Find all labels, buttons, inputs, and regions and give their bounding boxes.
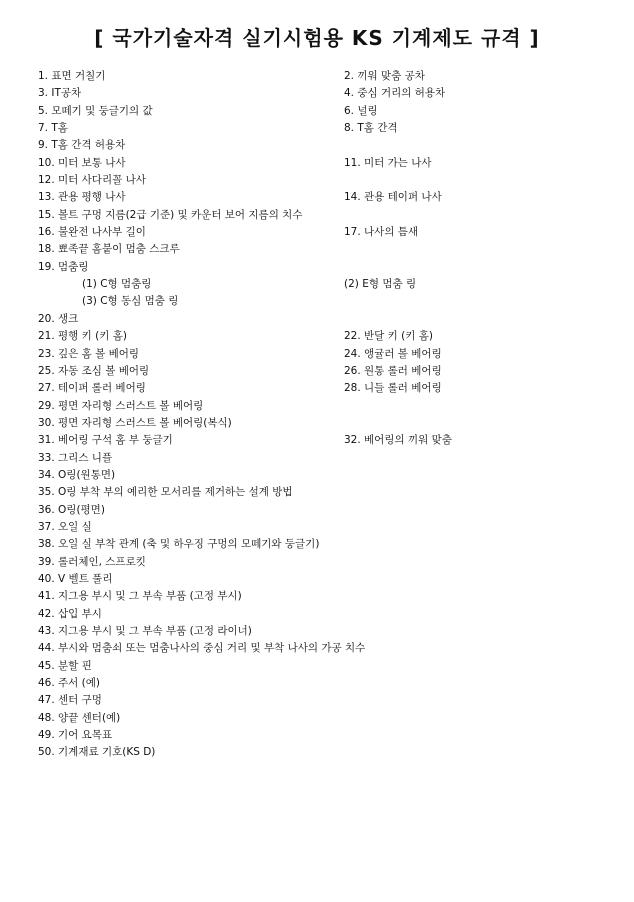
toc-item: 3. IT공차 [38,87,82,100]
toc-row [0,415,634,432]
toc-item: 26. 원통 롤러 베어링 [344,364,442,377]
toc-item: 11. 미터 가는 나사 [344,156,432,169]
toc-item: 44. 부시와 멈춤쇠 또는 멈춤나사의 중심 거리 및 부착 나사의 가공 치수 [38,642,366,655]
toc-row [0,293,634,310]
toc-row [0,571,634,588]
toc-row [0,623,634,640]
toc-row [0,536,634,553]
toc-item: 16. 불완전 나사부 길이 [38,226,146,239]
document-title: [ 국가기술자격 실기시험용 KS 기계제도 규격 ] [94,26,540,50]
toc-item: 41. 지그용 부시 및 그 부속 부품 (고정 부시) [38,590,242,603]
toc-item: 33. 그리스 니플 [38,451,113,464]
toc-row [0,658,634,675]
toc-row [0,276,634,293]
toc-item: 50. 기계재료 기호(KS D) [38,746,156,759]
toc-list [0,68,634,762]
toc-row [0,311,634,328]
toc-row [0,137,634,154]
toc-item: (2) E형 멈춤 링 [344,278,417,291]
toc-row [0,606,634,623]
toc-item: 46. 주서 (예) [38,677,100,690]
toc-item: 2. 끼워 맞춤 공차 [344,70,425,82]
toc-row [0,259,634,276]
toc-row [0,502,634,519]
toc-item: 48. 양끝 센터(예) [38,711,121,724]
toc-row [0,519,634,536]
toc-item: 23. 깊은 홈 볼 베어링 [38,347,140,360]
toc-item: 6. 널링 [344,104,378,117]
toc-item: 32. 베어링의 끼워 맞춤 [344,434,452,447]
toc-subitem: (3) C형 동심 멈춤 링 [82,295,179,308]
toc-item: 15. 볼트 구멍 지름(2급 기준) 및 카운터 보어 지름의 치수 [38,208,303,221]
toc-item: 9. T홈 간격 허용차 [38,139,126,152]
toc-item: 7. T홈 [38,122,68,135]
toc-item: 29. 평면 자리형 스러스트 볼 베어링 [38,399,204,412]
toc-item: 5. 모떼기 및 둥글기의 값 [38,104,153,117]
toc-item: 47. 센터 구멍 [38,694,102,707]
toc-row [0,172,634,189]
toc-row [0,484,634,501]
toc-item: 18. 뾰족끝 홈붙이 멈춤 스크루 [38,243,180,256]
toc-row [0,189,634,206]
toc-item: 24. 앵귤러 볼 베어링 [344,347,442,360]
toc-row [0,224,634,241]
toc-item: 42. 삽입 부시 [38,607,102,620]
toc-row [0,692,634,709]
toc-row [0,450,634,467]
toc-row [0,727,634,744]
toc-row [0,380,634,397]
toc-row [0,588,634,605]
toc-row [0,103,634,120]
toc-item: 43. 지그용 부시 및 그 부속 부품 (고정 라이너) [38,625,252,637]
toc-row [0,398,634,415]
toc-item: 36. O링(평면) [38,503,105,516]
toc-item: 4. 중심 거리의 허용차 [344,87,446,100]
toc-item: 38. 오일 실 부착 관계 (축 및 하우징 구멍의 모떼기와 둥글기) [38,538,320,551]
toc-item: 28. 니들 롤러 베어링 [344,382,442,395]
toc-row [0,346,634,363]
toc-item: 40. V 벨트 풀리 [38,572,113,585]
toc-row [0,120,634,137]
toc-row [0,640,634,657]
toc-item: 19. 멈춤링 [38,260,89,273]
toc-item: 27. 테이퍼 롤러 베어링 [38,382,146,395]
toc-row [0,155,634,172]
toc-row [0,85,634,102]
toc-row [0,328,634,345]
toc-row [0,363,634,380]
toc-item: 10. 미터 보통 나사 [38,156,126,169]
toc-item: 49. 기어 요목표 [38,729,113,742]
toc-item: 14. 관용 테이퍼 나사 [344,191,442,204]
toc-item: 39. 롤러체인, 스프로킷 [38,555,146,568]
toc-subitem: (1) C형 멈춤링 [82,278,152,291]
toc-item: 21. 평행 키 (키 홈) [38,330,127,343]
toc-item: 20. 생크 [38,312,79,325]
toc-item: 17. 나사의 틈새 [344,226,419,239]
toc-item: 31. 베어링 구석 홈 부 둥글기 [38,434,173,447]
toc-item: 12. 미터 사다리꼴 나사 [38,174,146,187]
toc-row [0,207,634,224]
toc-item: 45. 분할 핀 [38,659,92,672]
toc-row [0,710,634,727]
toc-item: 8. T홈 간격 [344,122,398,135]
toc-row [0,554,634,571]
toc-item: 1. 표면 거칠기 [38,70,106,82]
toc-item: 22. 반달 키 (키 홈) [344,330,433,343]
toc-item: 25. 자동 조심 볼 베어링 [38,364,150,377]
toc-item: 35. O링 부착 부의 예리한 모서리를 제거하는 설계 방법 [38,486,293,499]
toc-item: 30. 평면 자리형 스러스트 볼 베어링(복식) [38,416,232,429]
toc-item: 34. O링(원통면) [38,468,116,481]
toc-row [0,241,634,258]
toc-row [0,467,634,484]
toc-item: 13. 관용 평행 나사 [38,191,126,204]
toc-row [0,744,634,761]
toc-item: 37. 오일 실 [38,520,92,533]
toc-row [0,432,634,449]
toc-row [0,675,634,692]
toc-row [0,68,634,85]
